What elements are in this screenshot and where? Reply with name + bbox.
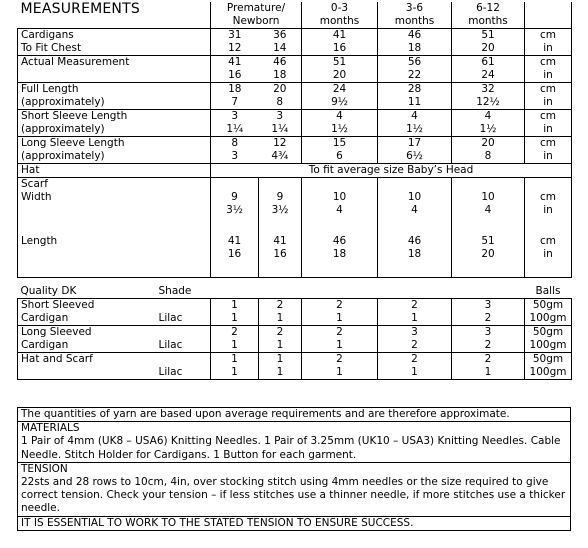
materials-text: 1 Pair of 4mm (UK8 – USA6) Knitting Needles. 1 Pair of 3.25mm (UK10 – USA3) Knitting Needles. Cable Needle. Stitch Holder for Cardigans. 1 Button for each garment. bbox=[21, 435, 561, 461]
measure-row-long-sleeve: Long Sleeve Length (approximately) 8 3 12 4¾ 15 6 17 6½ 20 8 cm in bbox=[18, 137, 572, 164]
measurements-table bbox=[17, 2, 572, 278]
hat-size-note: To fit average size Baby’s Head bbox=[211, 164, 572, 178]
tension-warning: IT IS ESSENTIAL TO WORK TO THE STATED TENSION TO ENSURE SUCCESS. bbox=[18, 516, 570, 530]
hat-label: Hat bbox=[18, 164, 211, 178]
scarf-width-row: Scarf Width 9 3½ 9 3½ 10 4 10 4 10 4 cm in bbox=[18, 178, 572, 218]
tension-heading: TENSION bbox=[18, 462, 570, 476]
materials-heading: MATERIALS bbox=[18, 421, 570, 435]
unit-header bbox=[525, 2, 572, 28]
scarf-length-row: Length 41 16 41 16 46 18 46 18 51 20 cm in bbox=[18, 217, 572, 278]
measure-row-cardigans: Cardigans To Fit Chest 31 12 36 14 41 16 46 18 51 20 cm in bbox=[18, 29, 572, 56]
size-header-0-3: 0-3 months bbox=[302, 2, 378, 28]
measure-row-full-length: Full Length (approximately) 18 7 20 8 24 9½ 28 11 32 12½ cm in bbox=[18, 83, 572, 110]
size-header-6-12: 6-12 months bbox=[452, 2, 525, 28]
measure-row-short-sleeve: Short Sleeve Length (approximately) 3 1¼ 3 1¼ 4 1½ 4 1½ 4 1½ cm in bbox=[18, 110, 572, 137]
tension-text: 22sts and 28 rows to 10cm, 4in, over stocking stitch using 4mm needles or the size required to give correct tension. Check your tension – if less stitches use a thinner needle, if more stitches use a thicker needle. bbox=[21, 476, 566, 515]
yarn-header-row bbox=[18, 285, 572, 299]
yarn-row-short-sleeved: Short Sleeved Cardigan Lilac 1 1 2 1 2 1 2 1 3 2 50gm 100gm bbox=[18, 299, 572, 326]
yarn-row-long-sleeved: Long Sleeved Cardigan Lilac 2 1 2 1 2 1 3 2 3 2 50gm 100gm bbox=[18, 326, 572, 353]
measure-row-actual: Actual Measurement 41 16 46 18 51 20 56 22 61 24 cm in bbox=[18, 56, 572, 83]
size-header-premature: Premature/ Newborn bbox=[211, 2, 302, 28]
quantities-note: The quantities of yarn are based upon average requirements and are therefore approximate. bbox=[21, 408, 510, 420]
yarn-row-hat-scarf: Hat and Scarf Lilac 1 1 1 1 2 1 2 1 2 1 50gm 100gm bbox=[18, 353, 572, 380]
quality-label: Quality DK bbox=[20, 285, 77, 297]
measurements-section bbox=[17, 2, 571, 380]
header-row bbox=[18, 2, 572, 28]
page-title: MEASUREMENTS bbox=[20, 1, 140, 17]
shade-label: Shade bbox=[158, 285, 192, 297]
info-box bbox=[17, 407, 571, 531]
size-header-3-6: 3-6 months bbox=[378, 2, 452, 28]
hat-row bbox=[18, 164, 572, 178]
yarn-table bbox=[17, 285, 572, 380]
balls-label: Balls bbox=[535, 285, 561, 297]
